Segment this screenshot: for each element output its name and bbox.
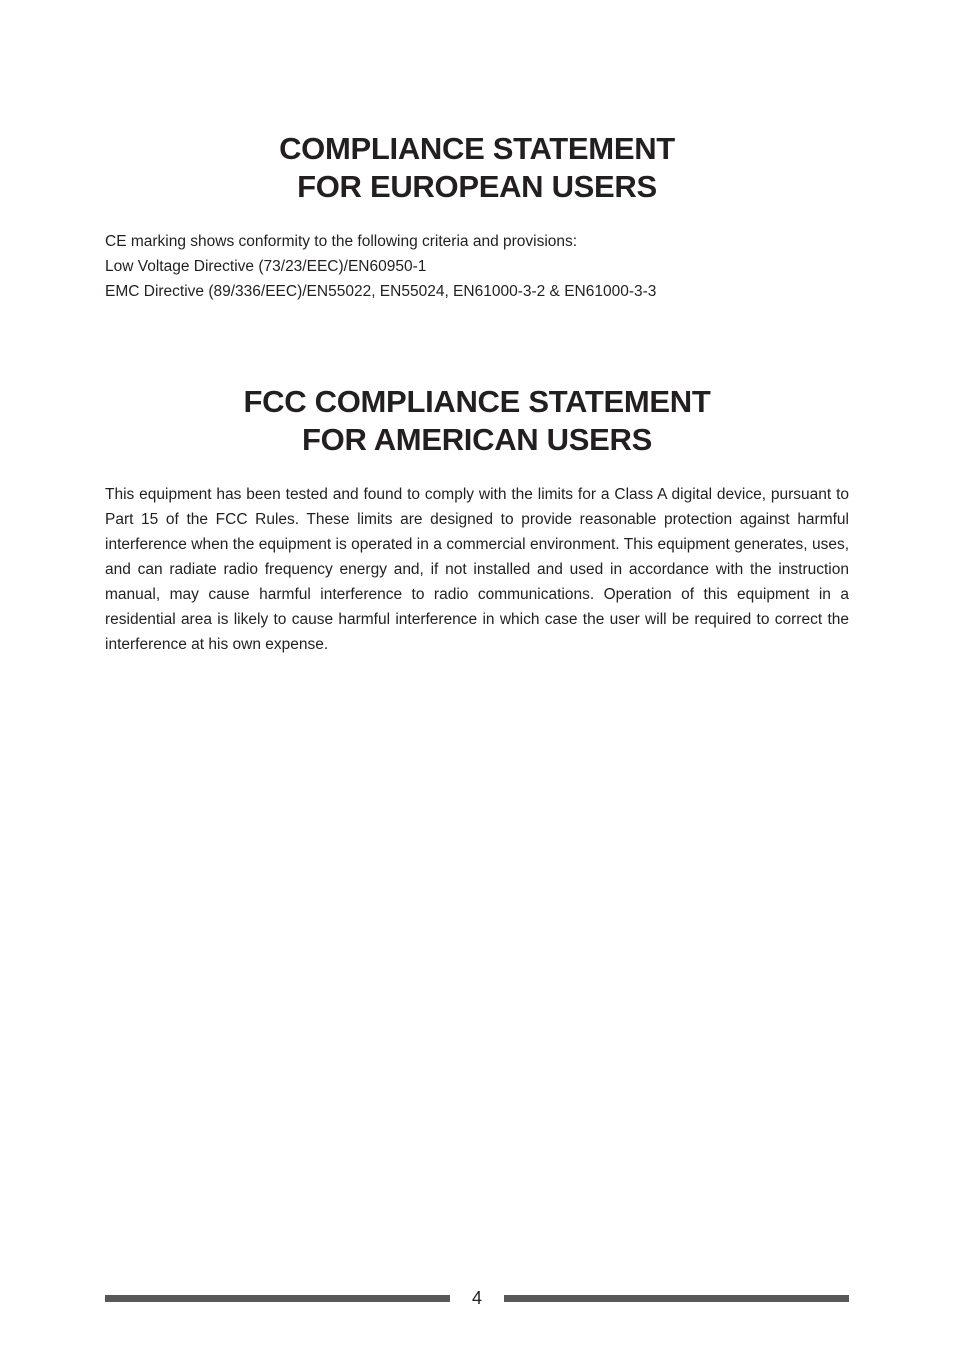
ce-heading-line-2: FOR EUROPEAN USERS	[297, 169, 657, 204]
fcc-heading-line-2: FOR AMERICAN USERS	[302, 422, 652, 457]
footer-divider-right	[504, 1295, 849, 1302]
ce-heading-line-1: COMPLIANCE STATEMENT	[279, 131, 675, 166]
ce-compliance-heading	[105, 130, 849, 206]
footer-divider-left	[105, 1295, 450, 1302]
ce-line-emc: EMC Directive (89/336/EEC)/EN55022, EN55024, EN61000-3-2 & EN61000-3-3	[105, 283, 657, 300]
fcc-statement-paragraph: This equipment has been tested and found to comply with the limits for a Class A digital device, pursuant to Part 15 of the FCC Rules. These limits are designed to provide reasonable protection against harmful interference when the equipment is operated in a commercial environment. This equipment generates, uses, and can radiate radio frequency energy and, if not installed and used in accordance with the instruction manual, may cause harmful interference to radio communications. Operation of this equipment in a residential area is likely to cause harmful interference in which case the user will be required to correct the interference at his own expense.	[105, 486, 849, 653]
fcc-compliance-heading	[105, 383, 849, 459]
ce-directives-list	[105, 229, 865, 304]
ce-line-low-voltage: Low Voltage Directive (73/23/EEC)/EN60950-1	[105, 258, 427, 275]
fcc-heading-line-1: FCC COMPLIANCE STATEMENT	[243, 384, 711, 419]
page-number: 4	[471, 1288, 482, 1308]
ce-line-intro: CE marking shows conformity to the following criteria and provisions:	[105, 233, 578, 250]
